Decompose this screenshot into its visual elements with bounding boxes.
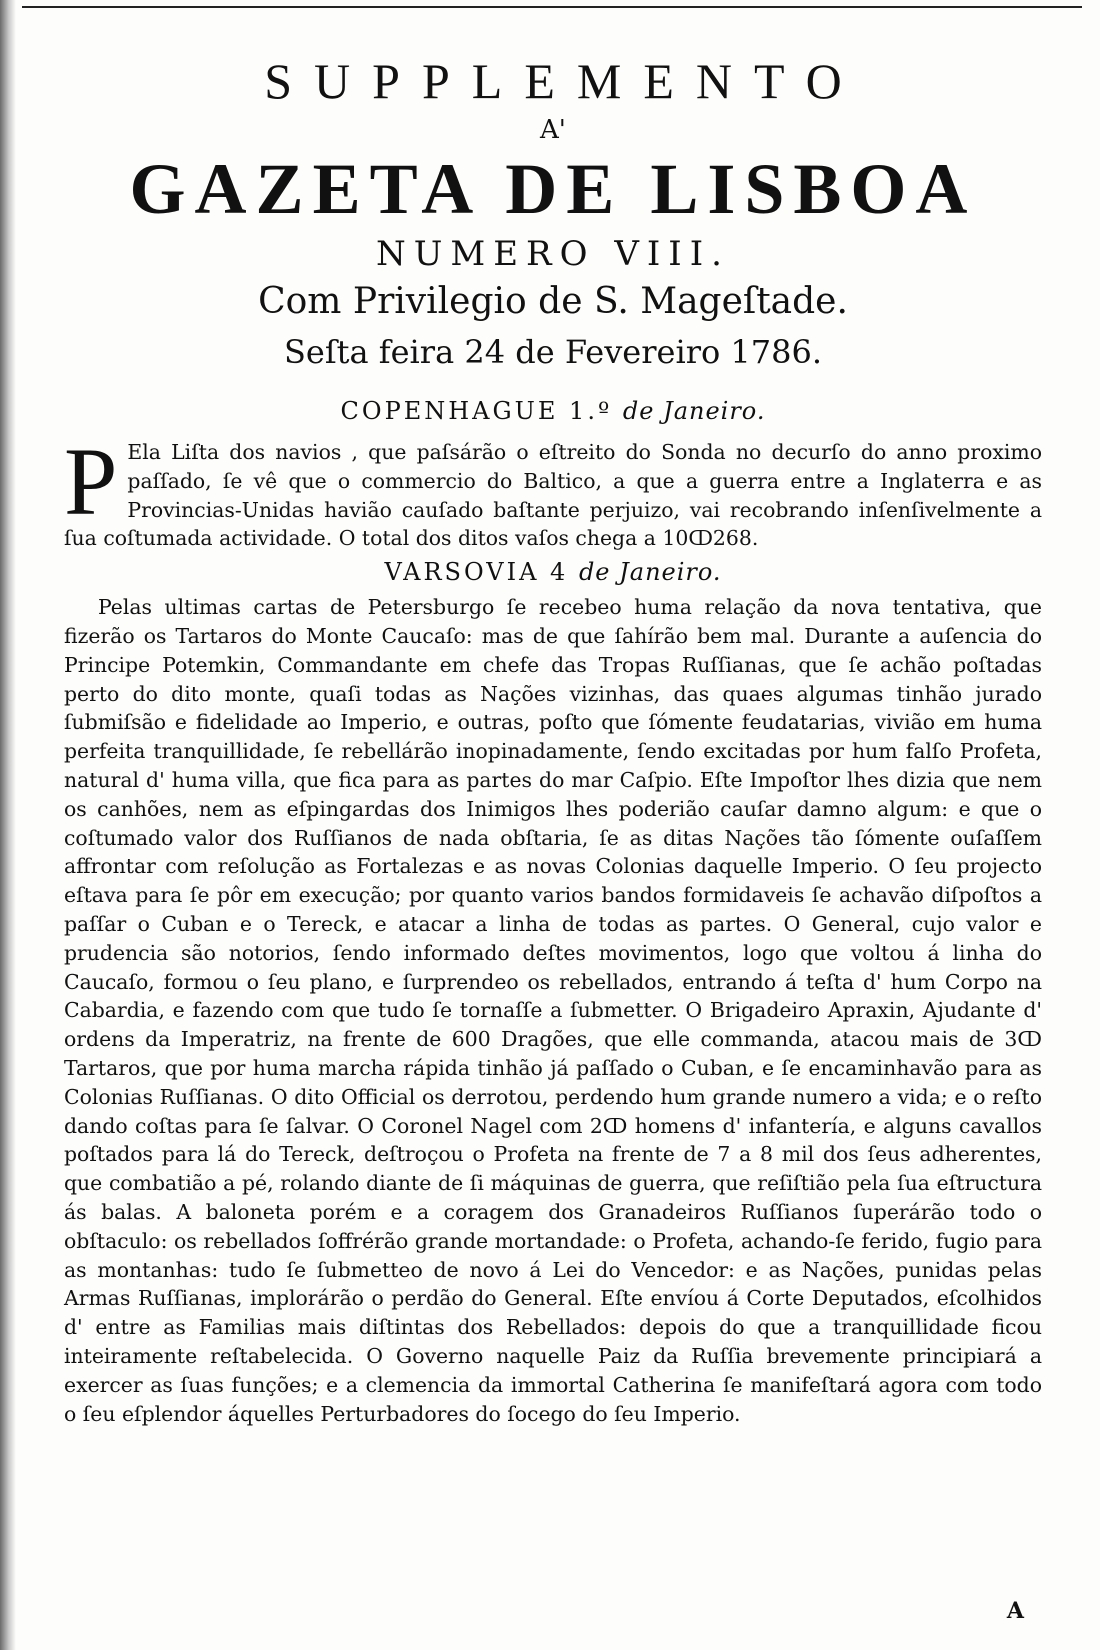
drop-cap: P — [64, 428, 118, 535]
newspaper-title: GAZETA DE LISBOA — [129, 149, 977, 229]
dateline-place: COPENHAGUE 1.º — [340, 397, 613, 425]
page-edge-shadow — [0, 0, 16, 1650]
article-varsovia — [64, 557, 1042, 1428]
issue-date: Seſta feira 24 de Fevereiro 1786. — [283, 333, 823, 371]
catchword: A — [1006, 1598, 1024, 1624]
article-copenhague — [64, 396, 1042, 553]
article-text: Ela Liſta dos navios , que paſsárão o eſtreito do Sonda no decurſo do anno proximo paſſado, ſe vê que o commercio do Baltico, a que a guerra entre a Inglaterra e as Provincias-Unidas havião cauſado baſtante perjuizo, vai recobrando inſenſivelmente a ſua coſtumada actividade. O total dos ditos vaſos chega a 10ↀ268. — [64, 440, 1042, 551]
supplement-title: SUPPLEMENTO — [264, 53, 864, 109]
privilege-line: Com Privilegio de S. Mageſtade. — [258, 281, 848, 322]
dateline — [64, 396, 1042, 426]
masthead — [64, 48, 1042, 376]
top-rule — [22, 6, 1082, 8]
dateline-date: de Janeiro. — [578, 558, 722, 587]
dateline — [64, 557, 1042, 587]
supplement-preposition: A' — [540, 115, 566, 145]
article-text: Pelas ultimas cartas de Petersburgo ſe recebeo huma relação da nova tentativa, que fizerão os Tartaros do Monte Caucaſo: mas de que ſahírão bem mal. Durante a auſencia do Principe Potemkin, Commandante em chefe das Tropas Ruſſianas, que ſe achão poſtadas perto do dito monte, quaſi todas as Nações vizinhas, das quaes algumas tinhão jurado ſubmiſsão e fidelidade ao Imperio, e outras, poſto que ſómente feudatarias, vivião em huma perfeita tranquillidade, ſe rebellárão inopinadamente, ſendo excitadas por hum falſo Profeta, natural d' huma villa, que fica para as partes do mar Caſpio. Eſte Impoſtor lhes dizia que nem os canhões, nem as eſpingardas dos Inimigos lhes poderião cauſar damno algum: e que o coſtumado valor dos Ruſſianos de nada obſtaria, ſe as ditas Nações tão ſómente ouſaſſem affrontar com reſolução as Fortalezas e as novas Colonias daquelle Imperio. O ſeu projecto eſtava para ſe pôr em execução; por quanto varios bandos formidaveis ſe achavão diſpoſtos a paſſar o Cuban e o Tereck, e atacar a linha de todas as partes. O General, cujo valor e prudencia são notorios, ſendo informado deſtes movimentos, logo que voltou á linha do Caucaſo, formou o ſeu plano, e ſurprendeo os rebellados, entrando á teſta d' hum Corpo na Cabardia, e fazendo com que tudo ſe tornaſſe a ſubmetter. O Brigadeiro Apraxin, Ajudante d' ordens da Imperatriz, na frente de 600 Dragões, que elle commanda, atacou mais de 3ↀ Tartaros, que por huma marcha rápida tinhão já paſſado o Cuban, e ſe encaminhavão para as Colonias Ruſſianas. O dito Official os derrotou, perdendo hum grande numero a vida; e o reſto dando coſtas para ſe ſalvar. O Coronel Nagel com 2ↀ homens d' infantería, e alguns cavallos poſtados para lá do Tereck, deſtroçou o Profeta na frente de 7 a 8 mil dos ſeus adherentes, que combatião a pé, rolando diante de ſi máquinas de guerra, que reſiſtião pela ſua eſtructura ás balas. A baloneta porém e a coragem dos Granadeiros Ruſſianos ſuperárão todo o obſtaculo: os rebellados ſoffrérão grande mortandade: o Profeta, achando-ſe ferido, fugio para as montanhas: tudo ſe ſubmetteo de novo á Lei do Vencedor: e as Nações, punidas pelas Armas Ruſſianas, implorárão o perdão do General. Eſte envíou á Corte Deputados, eſcolhidos d' entre as Familias mais diſtintas dos Rebellados: depois do que a tranquillidade ficou inteiramente reſtabelecida. O Governo naquelle Paiz da Ruſſia brevemente principiará a exercer as ſuas funções; e a clemencia da immortal Catherina ſe manifeſtará agora com todo o ſeu eſplendor áquelles Perturbadores do ſocego do ſeu Imperio. — [64, 595, 1042, 1426]
article-body — [64, 428, 1042, 553]
dateline-date: de Janeiro. — [622, 397, 766, 425]
dateline-place: VARSOVIA 4 — [384, 558, 569, 587]
article-body — [64, 593, 1042, 1428]
issue-number: NUMERO VIII. — [376, 234, 730, 274]
